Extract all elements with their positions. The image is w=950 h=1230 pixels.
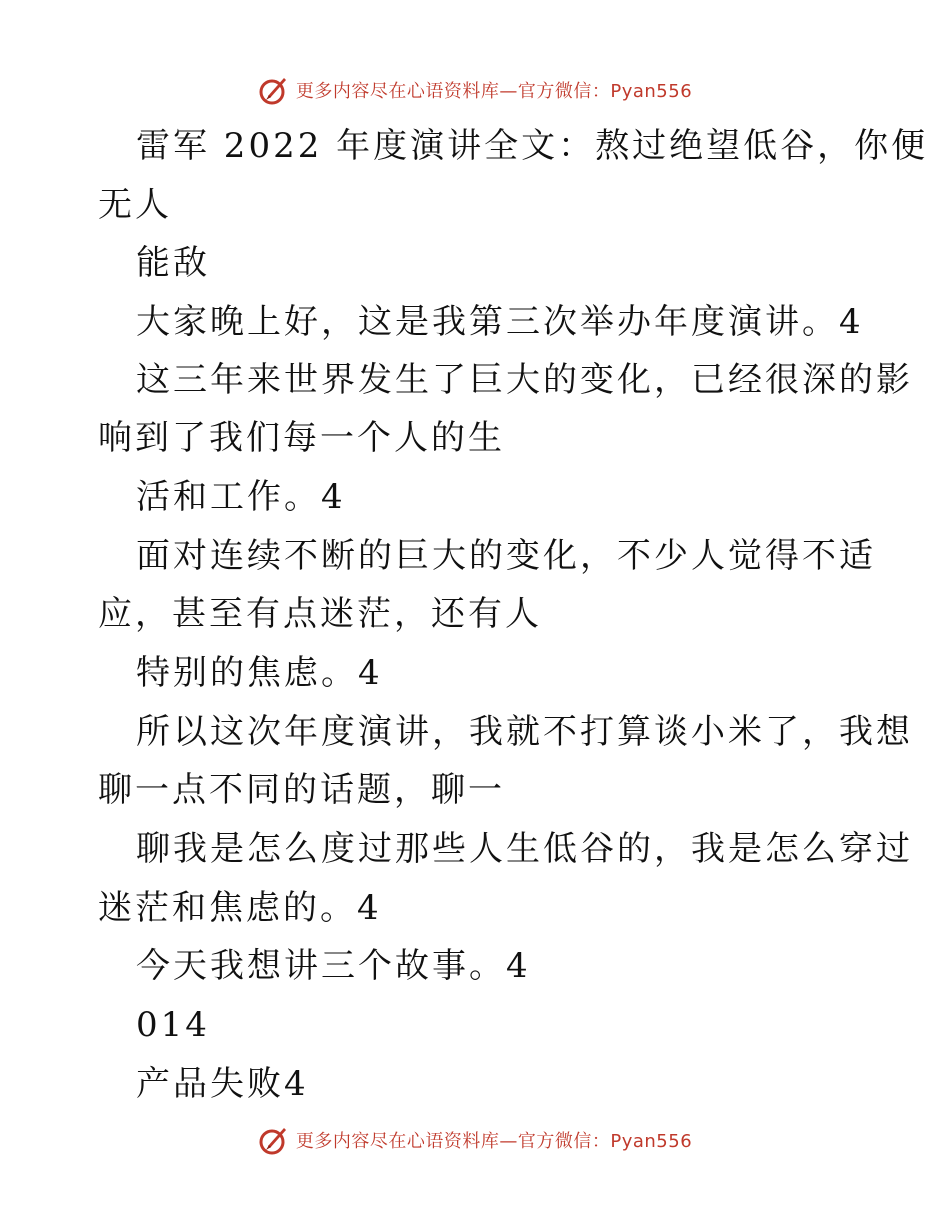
- paragraph-line: 应，甚至有点迷茫，还有人: [98, 594, 542, 634]
- paragraph-line: 大家晚上好，这是我第三次举办年度演讲。4: [136, 302, 864, 342]
- paragraph-line: 活和工作。4: [136, 477, 346, 517]
- document-title-line-1: 雷军 2022 年度演讲全文：熬过绝望低谷，你便: [136, 126, 929, 166]
- paragraph-line: 迷茫和焦虑的。4: [98, 888, 382, 928]
- document-title-line-2: 无人: [98, 185, 172, 225]
- watermark-text: 更多内容尽在心语资料库—官方微信：Pyan556: [295, 1131, 693, 1152]
- paragraph-line: 这三年来世界发生了巨大的变化，已经很深的影: [136, 360, 913, 400]
- footer-watermark: [0, 1120, 950, 1160]
- document-title-line-3: 能敌: [136, 243, 210, 283]
- paragraph-line: 聊一点不同的话题，聊一: [98, 770, 505, 810]
- paragraph-line: 今天我想讲三个故事。4: [136, 946, 531, 986]
- paragraph-line: 响到了我们每一个人的生: [98, 418, 505, 458]
- watermark-text: 更多内容尽在心语资料库—官方微信：Pyan556: [295, 81, 693, 102]
- paragraph-line: 面对连续不断的巨大的变化，不少人觉得不适: [136, 536, 876, 576]
- paragraph-line: 特别的焦虑。4: [136, 653, 383, 693]
- section-number: 014: [136, 1005, 210, 1045]
- section-heading: 产品失败4: [136, 1064, 309, 1104]
- paragraph-line: 聊我是怎么度过那些人生低谷的，我是怎么穿过: [136, 829, 913, 869]
- quill-logo-icon: [258, 1124, 290, 1156]
- paragraph-line: 所以这次年度演讲，我就不打算谈小米了，我想: [136, 712, 913, 752]
